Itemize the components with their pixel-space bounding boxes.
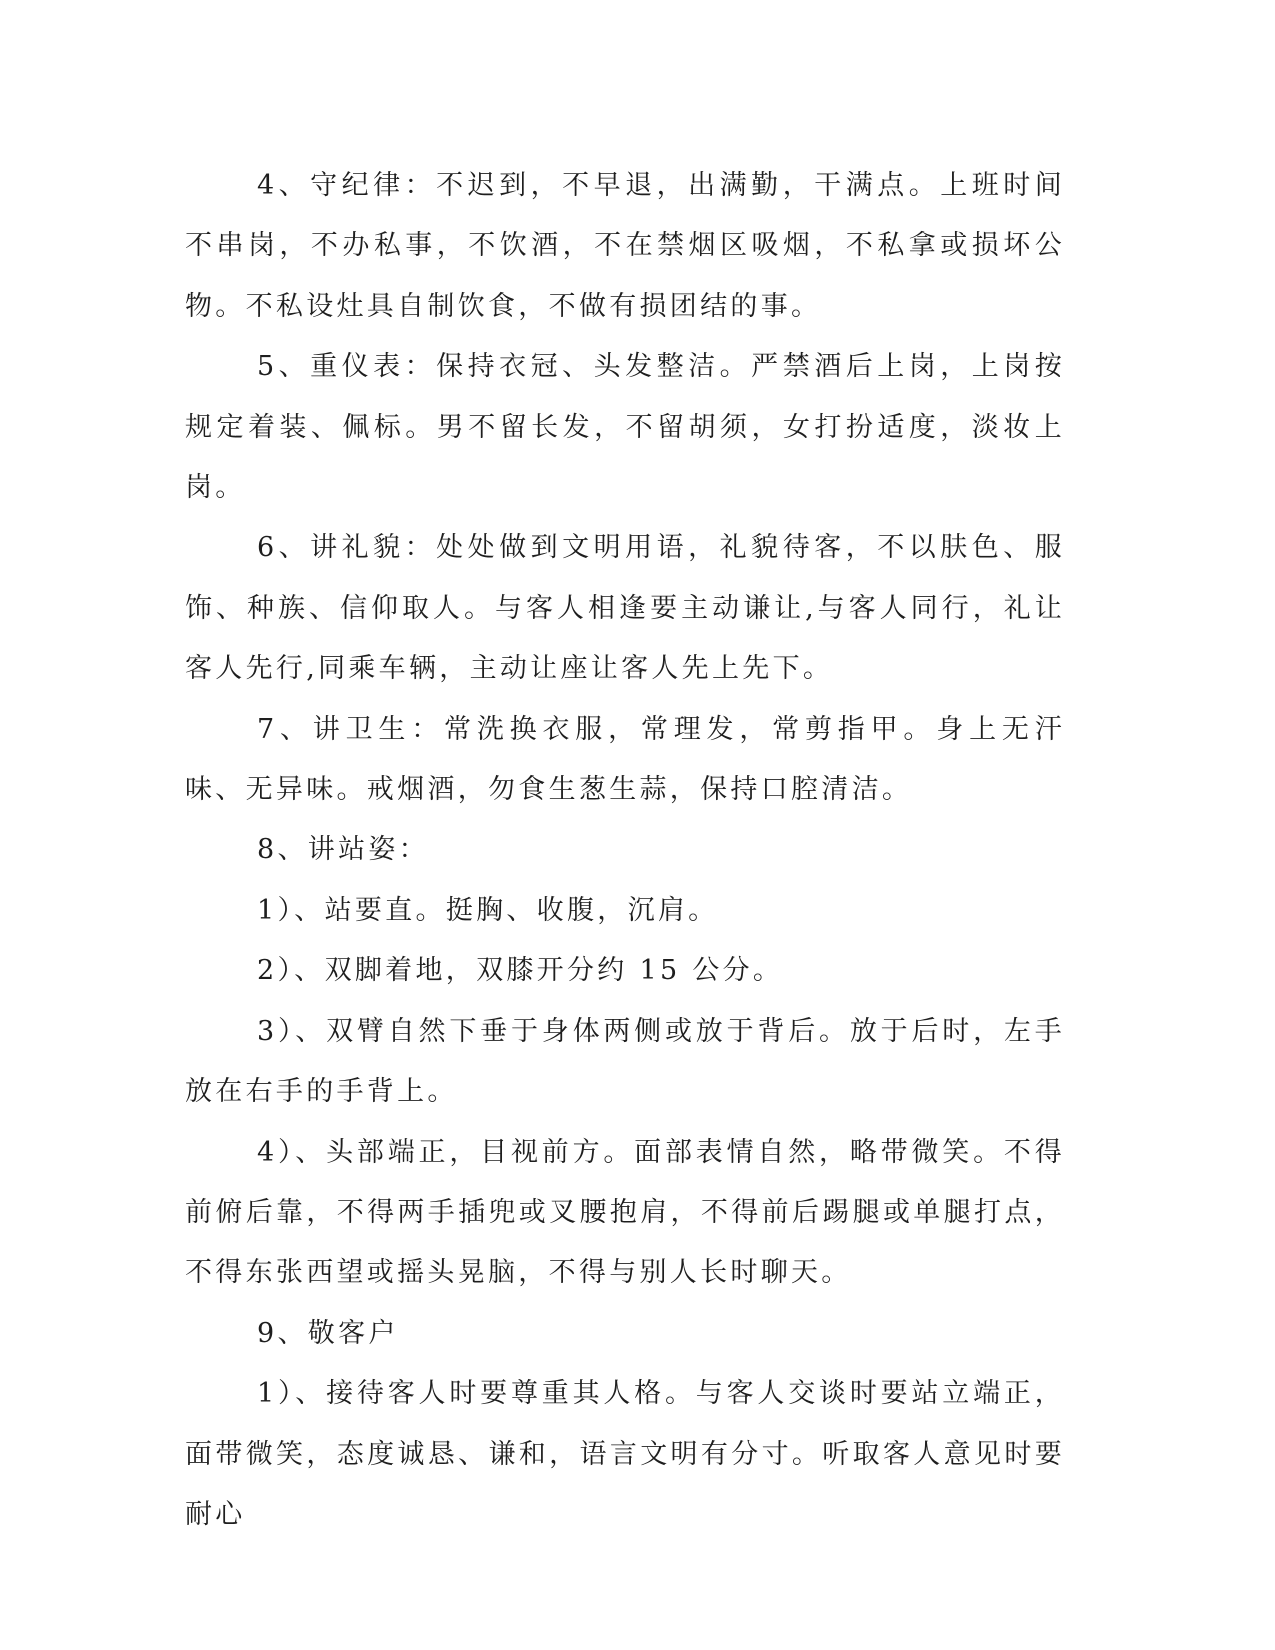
paragraph-posture-item-3: 3）、双臂自然下垂于身体两侧或放于背后。放于后时，左手放在右手的手背上。: [185, 1015, 1065, 1108]
paragraph-customer-item-1: 1）、接待客人时要尊重其人格。与客人交谈时要站立端正，面带微笑，态度诚恳、谦和，语言文明有分寸。听取客人意见时要耐心: [185, 1378, 1065, 1530]
paragraph-posture-item-2: 2）、双脚着地，双膝开分约 15 公分。: [257, 955, 784, 987]
paragraph-posture-item-1: 1）、站要直。挺胸、收腹，沉肩。: [257, 894, 719, 926]
paragraph-rule-6-courtesy: 6、讲礼貌：处处做到文明用语，礼貌待客，不以肤色、服饰、种族、信仰取人。与客人相逢要主动谦让,与客人同行，礼让客人先行,同乘车辆，主动让座让客人先上先下。: [185, 532, 1065, 685]
paragraph-rule-8-posture-heading: 8、讲站姿：: [257, 834, 429, 866]
paragraph-posture-item-4: 4）、头部端正，目视前方。面部表情自然，略带微笑。不得前俯后靠，不得两手插兜或叉腰抱肩，不得前后踢腿或单腿打点，不得东张西望或摇头晃脑，不得与别人长时聊天。: [185, 1136, 1065, 1289]
paragraph-rule-5-appearance: 5、重仪表：保持衣冠、头发整洁。严禁酒后上岗，上岗按规定着装、佩标。男不留长发，不留胡须，女打扮适度，淡妆上岗。: [185, 351, 1065, 504]
paragraph-rule-9-respect-customers: 9、敬客户: [257, 1317, 399, 1349]
paragraph-rule-7-hygiene: 7、讲卫生：常洗换衣服，常理发，常剪指甲。身上无汗味、无异味。戒烟酒，勿食生葱生蒜，保持口腔清洁。: [185, 713, 1065, 806]
paragraph-rule-4-discipline: 4、守纪律：不迟到，不早退，出满勤，干满点。上班时间不串岗，不办私事，不饮酒，不在禁烟区吸烟，不私拿或损坏公物。不私设灶具自制饮食，不做有损团结的事。: [185, 170, 1065, 322]
document-body: [185, 156, 1065, 1545]
